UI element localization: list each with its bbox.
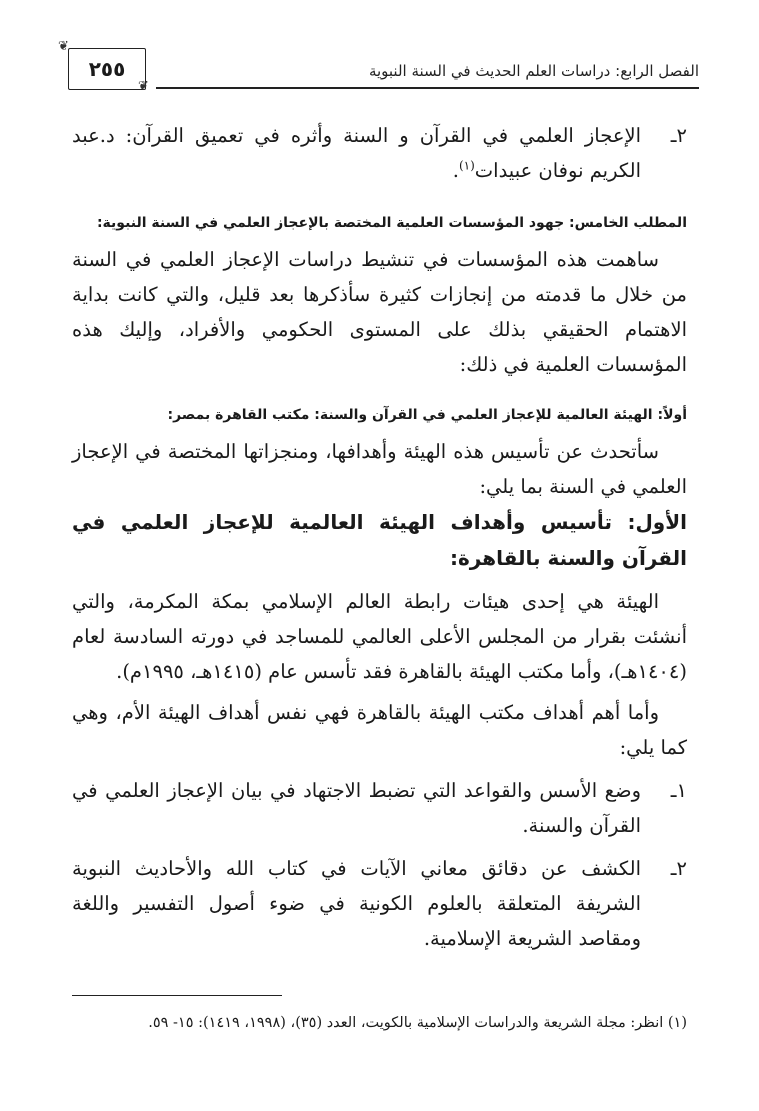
list-item-number: ١ـ (670, 779, 687, 802)
list-item (72, 851, 687, 956)
header-rule (156, 87, 699, 89)
floral-ornament-icon: ❦ (138, 79, 149, 94)
list-item (72, 773, 687, 843)
footnote-rule (72, 995, 282, 996)
subheading: أولاً: الهيئة العالمية للإعجاز العلمي في القرآن والسنة: مكتب القاهرة بمصر: (167, 407, 687, 423)
running-title: الفصل الرابع: دراسات العلم الحديث في السنة النبوية (368, 62, 699, 80)
list-item-text: الكشف عن دقائق معاني الآيات في كتاب الله والأحاديث النبوية الشريفة المتعلقة بالعلوم الكونية في ضوء أصول التفسير واللغة ومقاصد الشريعة الإسلامية. (72, 857, 641, 950)
list-item-text: وضع الأسس والقواعد التي تضبط الاجتهاد في بيان الإعجاز العلمي في القرآن والسنة. (72, 779, 641, 837)
floral-ornament-icon: ❦ (58, 39, 69, 54)
footnote: (١) انظر: مجلة الشريعة والدراسات الإسلامية بالكويت، العدد (٣٥)، (١٩٩٨، ١٤١٩): ١٥- ٥٩. (148, 1015, 687, 1031)
page-header (58, 39, 699, 94)
list-item-number: ٢ـ (670, 857, 687, 880)
paragraph: الهيئة هي إحدى هيئات رابطة العالم الإسلامي بمكة المكرمة، والتي أنشئت بقرار من المجلس الأعلى العالمي للمساجد في دورته السادسة لعام (١٤٠٤هـ)، وأما مكتب الهيئة بالقاهرة فقد تأسس عام (١٤١٥هـ، ١٩٩٥م). (72, 590, 687, 683)
section-heading: المطلب الخامس: جهود المؤسسات العلمية المختصة بالإعجاز العلمي في السنة النبوية: (96, 215, 687, 231)
page-number: ٢٥٥ (88, 57, 126, 81)
footnote-ref[interactable]: (١) (458, 158, 475, 173)
paragraph: ساهمت هذه المؤسسات في تنشيط دراسات الإعجاز العلمي في السنة من خلال ما قدمته من إنجازات كثيرة سأذكرها بعد قليل، والتي كانت بداية الاهتمام الحقيقي بذلك على المستوى الحكومي والأفراد، وإليك هذه المؤسسات العلمية في ذلك: (72, 248, 687, 376)
list-item-text: الإعجاز العلمي في القرآن و السنة وأثره في تعميق القرآن: د.عبد الكريم نوفان عبيدات (72, 124, 641, 182)
list-item (72, 118, 687, 188)
paragraph: سأتحدث عن تأسيس هذه الهيئة وأهدافها، ومنجزاتها المختصة في الإعجاز العلمي في السنة بما يلي: (72, 440, 687, 498)
page-number-box (68, 48, 146, 90)
page-content (72, 118, 687, 956)
subheading-large: الأول: تأسيس وأهداف الهيئة العالمية للإعجاز العلمي في القرآن والسنة بالقاهرة: (72, 510, 687, 570)
list-item-end: . (452, 159, 459, 182)
paragraph: وأما أهم أهداف مكتب الهيئة بالقاهرة فهي نفس أهداف الهيئة الأم، وهي كما يلي: (72, 701, 687, 759)
list-item-number: ٢ـ (670, 124, 687, 147)
